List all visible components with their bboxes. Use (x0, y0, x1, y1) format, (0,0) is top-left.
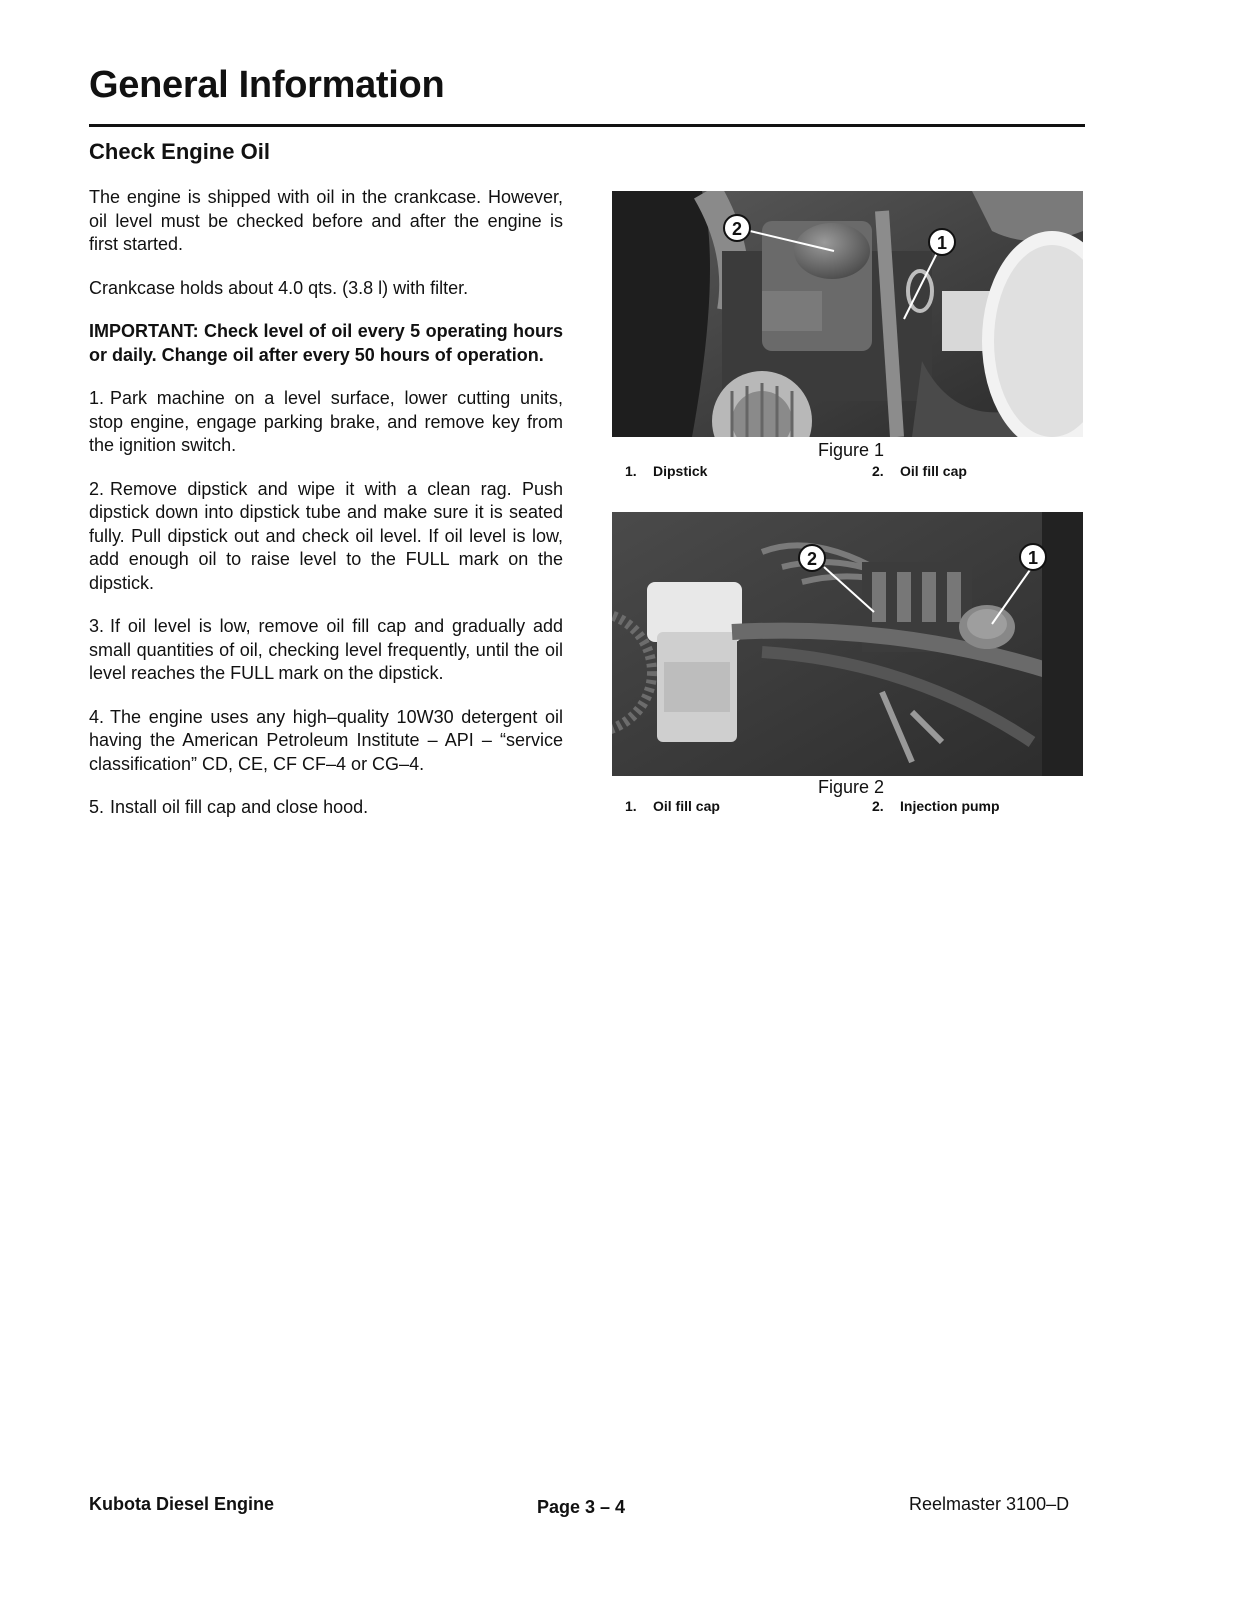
figure-2-engine-photo (612, 512, 1083, 776)
figure-1-legend-item: 1. Dipstick (625, 463, 708, 479)
callout-marker (929, 229, 955, 255)
step-number: 5. (89, 797, 105, 817)
step-text: Park machine on a level surface, lower cutting units, stop engine, engage parking brake, and remove key from the ignition switch. (89, 388, 563, 455)
callout-label: 1 (1027, 548, 1039, 568)
callout-label: 1 (936, 233, 948, 253)
page-title: General Information (89, 64, 445, 106)
callout-marker (724, 215, 750, 241)
step-text: Remove dipstick and wipe it with a clean rag. Push dipstick down into dipstick tube and make sure it is seated fully. Pull dipstick out and check oil level. If oil level is low, add enough oil to raise level to the FULL mark on the dipstick. (89, 478, 563, 593)
body-text-column (89, 186, 563, 840)
figure-2-legend-item: 2. Injection pump (872, 798, 1000, 814)
step-number: 1. (89, 388, 105, 408)
step-number: 4. (89, 706, 105, 727)
step-number: 2. (89, 478, 105, 499)
footer-page-number: Page 3 – 4 (537, 1497, 626, 1517)
step-text: If oil level is low, remove oil fill cap and gradually add small quantities of oil, checking level frequently, until the oil level reaches the FULL mark on the dipstick. (89, 616, 563, 683)
footer-manual-title: Kubota Diesel Engine (89, 1494, 275, 1514)
figure-1-legend-item: 2. Oil fill cap (872, 463, 967, 479)
figure-1-caption: Figure 1 (817, 440, 885, 460)
callout-label: 2 (806, 549, 818, 569)
callout-label: 2 (731, 219, 743, 239)
section-title: Check Engine Oil (89, 139, 270, 164)
step-1 (89, 387, 563, 458)
footer-model-name: Reelmaster 3100–D (909, 1494, 1070, 1514)
step-4 (89, 706, 563, 777)
step-5 (89, 796, 563, 820)
step-number: 3. (89, 616, 105, 636)
step-3 (89, 615, 563, 686)
callout-marker (799, 545, 825, 571)
callout-marker (1020, 544, 1046, 570)
title-divider (89, 124, 1085, 127)
capacity-paragraph: Crankcase holds about 4.0 qts. (3.8 l) with filter. (89, 277, 469, 298)
step-2 (89, 478, 563, 596)
figure-2-caption: Figure 2 (817, 777, 885, 797)
step-text: The engine uses any high–quality 10W30 detergent oil having the American Petroleum Institute – API – “service classification” CD, CE, CF CF–4 or CG–4. (89, 706, 563, 774)
important-notice: IMPORTANT: Check level of oil every 5 operating hours or daily. Change oil after every 50 hours of operation. (89, 321, 563, 365)
figure-2-legend-item: 1. Oil fill cap (625, 798, 720, 814)
step-text: Install oil fill cap and close hood. (110, 797, 369, 817)
intro-paragraph: The engine is shipped with oil in the crankcase. However, oil level must be checked before and after the engine is first started. (89, 187, 563, 254)
figure-1-engine-photo (612, 191, 1083, 437)
